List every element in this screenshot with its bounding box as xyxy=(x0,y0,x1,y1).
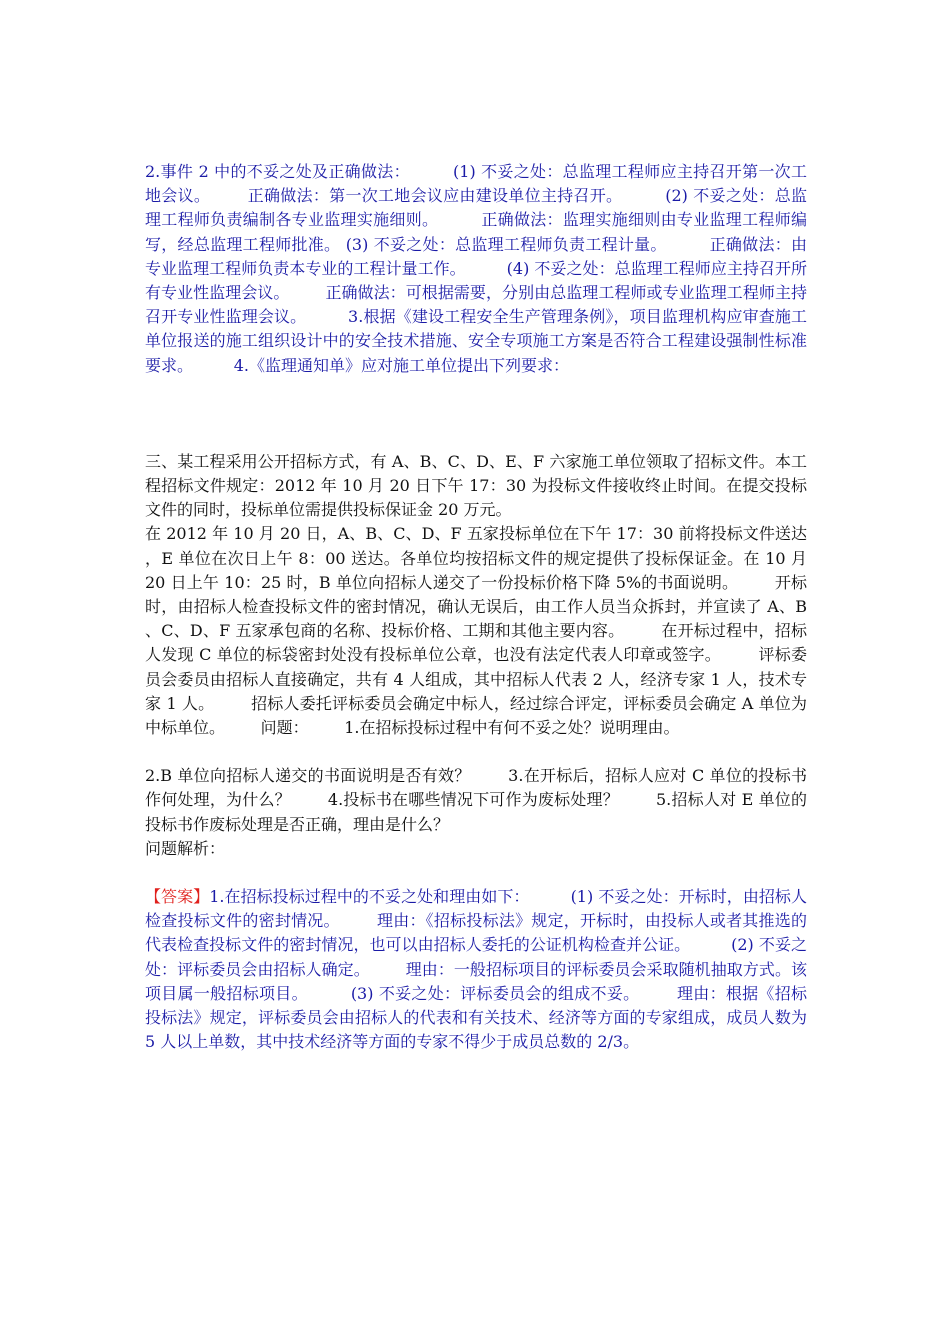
section-spacer xyxy=(145,378,807,450)
answer-paragraph xyxy=(145,885,813,1054)
paragraph-spacer xyxy=(145,740,807,764)
question-paragraph-list: 2.B 单位向招标人递交的书面说明是否有效？ 3.在开标后，招标人应对 C 单位的投标书作何处理，为什么？ 4.投标书在哪些情况下可作为废标处理？ 5.招标人对 E 单位的投标书作废标处理是否正确，理由是什么？ xyxy=(145,766,807,834)
document-page xyxy=(145,160,813,1055)
answer-text: 1.在招标投标过程中的不妥之处和理由如下： (1) 不妥之处：开标时，由招标人检查投标文件的密封情况。 理由：《招标投标法》规定，开标时，由投标人或者其推选的代表检查投标文件的密封情况，也可以由招标人委托的公证机构检查并公证。 (2) 不妥之处：评标委员会由招标人确定。 理由：一般招标项目的评标委员会采取随机抽取方式。该项目属一般招标项目。 (3) 不妥之处：评标委员会的组成不妥。 理由：根据《招标投标法》规定，评标委员会由招标人的代表和有关技术、经济等方面的专家组成，成员人数为 5 人以上单数，其中技术经济等方面的专家不得少于成员总数的 2/3。 xyxy=(145,887,813,1052)
solution-paragraph: 2.事件 2 中的不妥之处及正确做法： (1) 不妥之处：总监理工程师应主持召开第一次工地会议。 正确做法：第一次工地会议应由建设单位主持召开。 (2) 不妥之处：总监理工程师负责编制各专业监理实施细则。 正确做法：监理实施细则由专业监理工程师编写，经总监理工程师批准。 (3) 不妥之处：总监理工程师负责工程计量。 正确做法：由专业监理工程师负责本专业的工程计量工作。 (4) 不妥之处：总监理工程师应主持召开所有专业性监理会议。 正确做法：可根据需要，分别由总监理工程师或专业监理工程师主持召开专业性监理会议。 3.根据《建设工程安全生产管理条例》，项目监理机构应审查施工单位报送的施工组织设计中的安全技术措施、安全专项施工方案是否符合工程建设强制性标准要求。 4.《监理通知单》应对施工单位提出下列要求： xyxy=(145,162,807,375)
question-paragraph-body: 在 2012 年 10 月 20 日，A、B、C、D、F 五家投标单位在下午 17：30 前将投标文件送达，E 单位在次日上午 8：00 送达。各单位均按招标文件的规定提供了投标保证金。在 10 月 20 日上午 10：25 时，B 单位向招标人递交了一份投标价格下降 5%的书面说明。 开标时，由招标人检查投标文件的密封情况，确认无误后，由工作人员当众拆封，并宣读了 A、B、C、D、F 五家承包商的名称、投标价格、工期和其他主要内容。 在开标过程中，招标人发现 C 单位的标袋密封处没有投标单位公章，也没有法定代表人印章或签字。 评标委员会委员由招标人直接确定，共有 4 人组成，其中招标人代表 2 人，经济专家 1 人，技术专家 1 人。 招标人委托评标委员会确定中标人，经过综合评定，评标委员会确定 A 单位为中标单位。 问题： 1.在招标投标过程中有何不妥之处？说明理由。 xyxy=(145,524,813,738)
analysis-heading: 问题解析： xyxy=(145,838,226,858)
paragraph-spacer xyxy=(145,861,807,885)
question-paragraph-intro: 三、某工程采用公开招标方式，有 A、B、C、D、E、F 六家施工单位领取了招标文件。本工程招标文件规定：2012 年 10 月 20 日下午 17：30 为投标文件接收终止时间。在提交投标文件的同时，投标单位需提供投标保证金 20 万元。 xyxy=(145,451,807,520)
answer-tag: 【答案】 xyxy=(145,887,210,907)
